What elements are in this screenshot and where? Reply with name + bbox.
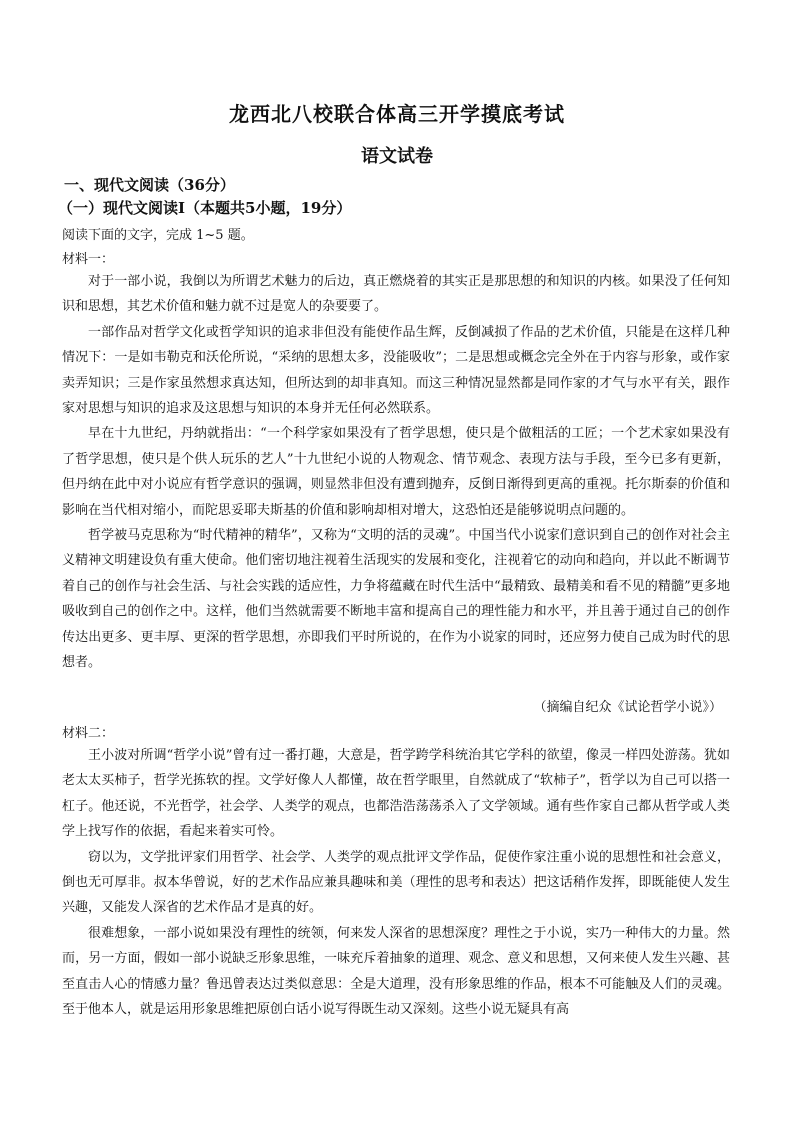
material1-label: 材料一： — [62, 252, 115, 267]
material2-paragraph: 王小波对所调“哲学小说”曾有过一番打趣，大意是，哲学跨学科统治其它学科的欲望，像灵一样四处游荡。犹如老太太买柿子，哲学光拣软的捏。文学好像人人都懂，故在哲学眼里，自然就成了“软柿子”，哲学以为自己可以搭一杠子。他还说，不光哲学，社会学、人类学的观点，也都浩浩荡荡杀入了文学领域。通有些作家自己都从哲学或人类学上找写作的依据，看起来着实可怜。 — [62, 748, 730, 840]
material2-paragraph: 窃以为，文学批评家们用哲学、社会学、人类学的观点批评文学作品，促使作家注重小说的思想性和社会意义，倒也无可厚非。叔本华曾说，好的艺术作品应兼具趣味和美（理性的思考和表达）把这话稍作发挥，即既能使人发生兴趣，又能发人深省的艺术作品才是真的好。 — [62, 849, 730, 916]
material1-paragraph: 一部作品对哲学文化或哲学知识的追求非但没有能使作品生辉，反倒减损了作品的艺术价值，只能是在这样几种情况下：一是如韦勒克和沃伦所说，“采纳的思想太多，没能吸收”；二是思想或概念完全外在于内容与形象，或作家卖弄知识；三是作家虽然想求真达知，但所达到的却非真知。而这三种情况显然都是同作家的才气与水平有关，跟作家对思想与知识的追求及这思想与知识的本身并无任何必然联系。 — [62, 324, 730, 417]
section-subheading: （一）现代文阅读Ⅰ（本题共5小题，19分） — [58, 199, 352, 217]
material2-paragraph: 很难想象，一部小说如果没有理性的统领，何来发人深省的思想深度？理性之于小说，实乃一种伟大的力量。然而，另一方面，假如一部小说缺乏形象思维，一味充斥着抽象的道理、观念、意义和思想，又何来使人发生兴趣、甚至直击人心的情感力量？鲁迅曾表达过类似意思：全是大道理，没有形象思维的作品，根本不可能触及人们的灵魂。至于他本人，就是运用形象思维把原创白话小说写得既生动又深刻。这些小说无疑具有高 — [62, 925, 730, 1018]
material1-paragraph: 哲学被马克思称为“时代精神的精华”，又称为“文明的活的灵魂”。中国当代小说家们意识到自己的创作对社会主义精神文明建设负有重大使命。他们密切地注视着生活现实的发展和变化，注视着它的动向和趋向，并以此不断调节着自己的创作与社会生活、与社会实践的适应性，力争将蕴藏在时代生活中“最精致、最精美和看不见的精髓”更多地吸收到自己的创作之中。这样，他们当然就需要不断地丰富和提高自己的理性能力和水平，并且善于通过自己的创作传达出更多、更丰厚、更深的哲学思想，亦即我们平时所说的，在作为小说家的同时，还应努力使自己成为时代的思想者。 — [62, 528, 730, 671]
material1-paragraph: 早在十九世纪，丹纳就指出：“一个科学家如果没有了哲学思想，使只是个做粗活的工匠；一个艺术家如果没有了哲学思想，使只是个供人玩乐的艺人”十九世纪小说的人物观念、情节观念、表现方法与手段，至今已多有更新，但丹纳在此中对小说应有哲学意识的强调，则显然非但没有遭到抛弃，反倒日渐得到更高的重视。托尔斯泰的价值和影响在当代相对缩小，而陀思妥耶夫斯基的价值和影响却相对增大，这恐怕还是能够说明点问题的。 — [62, 426, 730, 518]
exam-title: 龙西北八校联合体高三开学摸底考试 — [229, 102, 565, 126]
material1-source: （摘编自纪众《试论哲学小说》） — [533, 700, 722, 715]
material2-body — [62, 743, 730, 1022]
section-heading: 一、现代文阅读（36分） — [64, 176, 235, 194]
material1-paragraph: 对于一部小说，我倒以为所谓艺术魅力的后边，真正燃烧着的其实正是那思想的和知识的内核。如果没了任何知识和思想，其艺术价值和魅力就不过是宽人的杂要要了。 — [62, 274, 730, 315]
instruction-text: 阅读下面的文字，完成 1~5 题。 — [62, 228, 254, 243]
material2-label: 材料二： — [62, 726, 115, 741]
material1-body — [62, 269, 730, 676]
exam-subtitle: 语文试卷 — [361, 146, 433, 167]
